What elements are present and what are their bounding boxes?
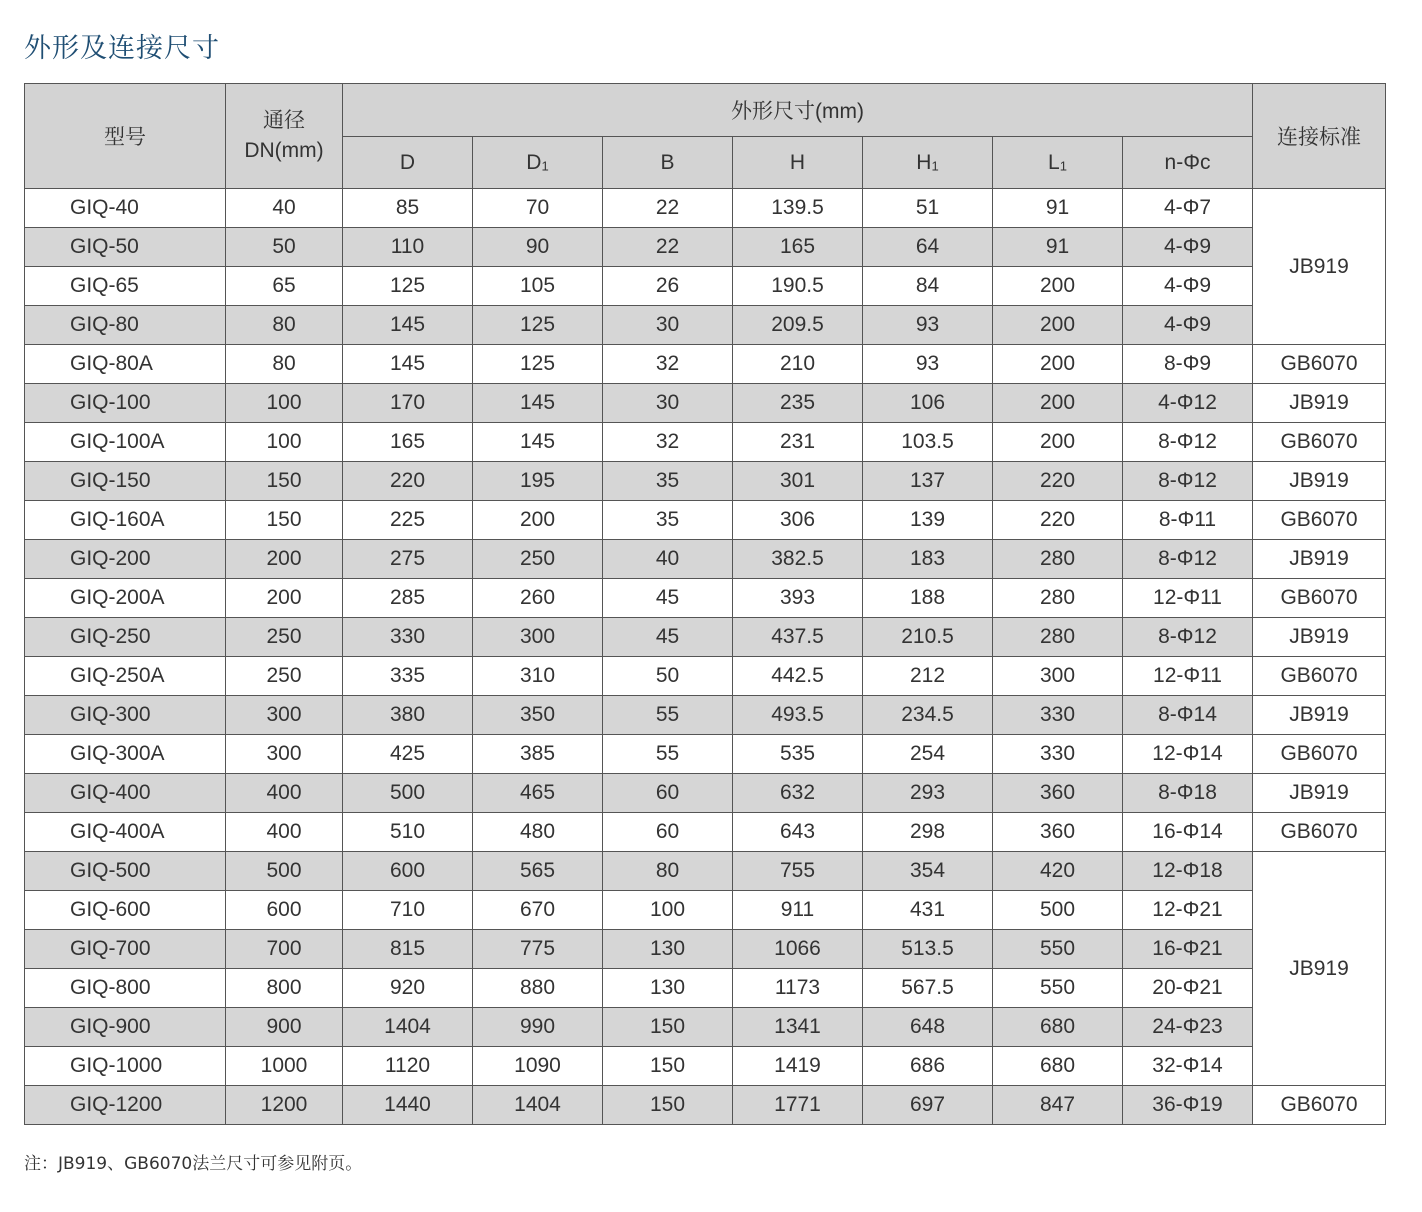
cell-holes: 24-Φ23 [1123,1008,1253,1047]
cell-d: 220 [343,462,473,501]
cell-h: 301 [733,462,863,501]
cell-l1: 300 [993,657,1123,696]
table-row [25,696,1386,735]
header-D1: $D_1$ [473,137,603,189]
cell-h1: 51 [863,189,993,228]
cell-b: 45 [603,579,733,618]
cell-d: 330 [343,618,473,657]
cell-h: 1419 [733,1047,863,1086]
cell-dn: 300 [226,696,343,735]
cell-holes: 12-Φ11 [1123,579,1253,618]
cell-dn: 900 [226,1008,343,1047]
table-row [25,384,1386,423]
cell-d: 285 [343,579,473,618]
header-B: B [603,137,733,189]
cell-holes: 4-Φ12 [1123,384,1253,423]
cell-h1: 354 [863,852,993,891]
cell-model: GIQ-300A [25,735,226,774]
cell-h1: 686 [863,1047,993,1086]
table-row [25,774,1386,813]
cell-b: 35 [603,462,733,501]
cell-b: 22 [603,228,733,267]
cell-dn: 400 [226,813,343,852]
cell-h1: 137 [863,462,993,501]
cell-h: 1066 [733,930,863,969]
cell-h1: 84 [863,267,993,306]
dimensions-table [24,83,1386,1125]
footnote: 注：JB919、GB6070法兰尺寸可参见附页。 [24,1154,363,1174]
cell-h: 165 [733,228,863,267]
cell-dn: 40 [226,189,343,228]
cell-b: 55 [603,735,733,774]
cell-d: 335 [343,657,473,696]
header-bore-line2: DN(mm) [244,139,324,162]
cell-d1: 775 [473,930,603,969]
cell-standard: GB6070 [1253,579,1386,618]
cell-dn: 400 [226,774,343,813]
cell-dn: 250 [226,657,343,696]
cell-l1: 550 [993,969,1123,1008]
cell-standard: GB6070 [1253,813,1386,852]
cell-d: 1440 [343,1086,473,1125]
cell-b: 100 [603,891,733,930]
table-row [25,306,1386,345]
cell-h: 1341 [733,1008,863,1047]
cell-dn: 80 [226,306,343,345]
table-row [25,891,1386,930]
cell-holes: 8-Φ12 [1123,423,1253,462]
cell-l1: 330 [993,735,1123,774]
cell-d: 1404 [343,1008,473,1047]
cell-h1: 103.5 [863,423,993,462]
cell-model: GIQ-65 [25,267,226,306]
cell-h1: 567.5 [863,969,993,1008]
cell-d1: 195 [473,462,603,501]
cell-d: 425 [343,735,473,774]
cell-h1: 293 [863,774,993,813]
cell-h: 535 [733,735,863,774]
cell-l1: 280 [993,618,1123,657]
cell-h1: 298 [863,813,993,852]
cell-model: GIQ-200 [25,540,226,579]
table-row [25,501,1386,540]
header-H: H [733,137,863,189]
cell-model: GIQ-40 [25,189,226,228]
table-row [25,930,1386,969]
cell-b: 22 [603,189,733,228]
cell-h1: 234.5 [863,696,993,735]
table-row [25,579,1386,618]
cell-dn: 1200 [226,1086,343,1125]
cell-holes: 4-Φ7 [1123,189,1253,228]
cell-model: GIQ-80 [25,306,226,345]
cell-standard: GB6070 [1253,735,1386,774]
table-row [25,1008,1386,1047]
cell-h1: 513.5 [863,930,993,969]
cell-d: 920 [343,969,473,1008]
cell-h: 190.5 [733,267,863,306]
cell-l1: 360 [993,774,1123,813]
cell-l1: 680 [993,1008,1123,1047]
cell-h: 442.5 [733,657,863,696]
cell-standard: GB6070 [1253,423,1386,462]
cell-h1: 139 [863,501,993,540]
cell-model: GIQ-800 [25,969,226,1008]
cell-model: GIQ-600 [25,891,226,930]
cell-holes: 16-Φ21 [1123,930,1253,969]
cell-d: 125 [343,267,473,306]
cell-d1: 300 [473,618,603,657]
cell-l1: 220 [993,462,1123,501]
cell-h: 632 [733,774,863,813]
cell-d: 600 [343,852,473,891]
cell-dn: 150 [226,462,343,501]
cell-model: GIQ-300 [25,696,226,735]
cell-b: 150 [603,1047,733,1086]
table-row [25,852,1386,891]
cell-l1: 200 [993,267,1123,306]
cell-standard: JB919 [1253,462,1386,501]
cell-holes: 12-Φ11 [1123,657,1253,696]
cell-d1: 670 [473,891,603,930]
cell-l1: 200 [993,345,1123,384]
cell-d: 145 [343,345,473,384]
cell-holes: 8-Φ12 [1123,462,1253,501]
cell-h: 1771 [733,1086,863,1125]
cell-b: 35 [603,501,733,540]
cell-d: 710 [343,891,473,930]
table-row [25,423,1386,462]
table-row [25,657,1386,696]
cell-l1: 500 [993,891,1123,930]
cell-standard: GB6070 [1253,657,1386,696]
cell-h: 911 [733,891,863,930]
cell-h: 235 [733,384,863,423]
cell-dn: 250 [226,618,343,657]
cell-standard: JB919 [1253,696,1386,735]
cell-model: GIQ-100 [25,384,226,423]
header-bore [226,84,343,189]
cell-standard: JB919 [1253,852,1386,1086]
cell-holes: 8-Φ11 [1123,501,1253,540]
cell-model: GIQ-200A [25,579,226,618]
cell-holes: 8-Φ12 [1123,540,1253,579]
cell-d1: 125 [473,306,603,345]
cell-b: 55 [603,696,733,735]
cell-model: GIQ-700 [25,930,226,969]
cell-model: GIQ-1200 [25,1086,226,1125]
cell-l1: 550 [993,930,1123,969]
cell-model: GIQ-400A [25,813,226,852]
page-title: 外形及连接尺寸 [24,33,220,64]
cell-standard: JB919 [1253,189,1386,345]
cell-h1: 106 [863,384,993,423]
cell-d1: 880 [473,969,603,1008]
cell-standard: JB919 [1253,384,1386,423]
cell-d1: 70 [473,189,603,228]
cell-model: GIQ-1000 [25,1047,226,1086]
cell-dn: 700 [226,930,343,969]
cell-b: 40 [603,540,733,579]
cell-d1: 90 [473,228,603,267]
cell-model: GIQ-80A [25,345,226,384]
cell-d: 510 [343,813,473,852]
cell-dn: 500 [226,852,343,891]
cell-h1: 648 [863,1008,993,1047]
cell-h: 210 [733,345,863,384]
cell-b: 150 [603,1008,733,1047]
cell-holes: 12-Φ18 [1123,852,1253,891]
cell-h1: 64 [863,228,993,267]
cell-holes: 20-Φ21 [1123,969,1253,1008]
cell-h1: 188 [863,579,993,618]
cell-l1: 680 [993,1047,1123,1086]
table-row [25,189,1386,228]
cell-h: 209.5 [733,306,863,345]
table-row [25,813,1386,852]
cell-l1: 200 [993,384,1123,423]
cell-d1: 1090 [473,1047,603,1086]
cell-model: GIQ-50 [25,228,226,267]
cell-dn: 800 [226,969,343,1008]
table-row [25,618,1386,657]
cell-d1: 105 [473,267,603,306]
cell-l1: 330 [993,696,1123,735]
cell-h1: 697 [863,1086,993,1125]
cell-dn: 65 [226,267,343,306]
cell-b: 60 [603,774,733,813]
cell-holes: 12-Φ21 [1123,891,1253,930]
table-row [25,1086,1386,1125]
cell-dn: 100 [226,384,343,423]
table-row [25,267,1386,306]
cell-h1: 183 [863,540,993,579]
header-standard: 连接标准 [1253,84,1386,189]
cell-model: GIQ-500 [25,852,226,891]
cell-d1: 260 [473,579,603,618]
cell-l1: 280 [993,540,1123,579]
cell-h1: 93 [863,306,993,345]
cell-b: 45 [603,618,733,657]
cell-b: 130 [603,969,733,1008]
table-row [25,228,1386,267]
cell-d1: 145 [473,423,603,462]
cell-standard: GB6070 [1253,345,1386,384]
header-dimensions-group: 外形尺寸(mm) [343,84,1253,137]
cell-holes: 12-Φ14 [1123,735,1253,774]
cell-h: 139.5 [733,189,863,228]
cell-holes: 4-Φ9 [1123,267,1253,306]
cell-l1: 360 [993,813,1123,852]
cell-b: 32 [603,345,733,384]
table-row [25,1047,1386,1086]
cell-dn: 1000 [226,1047,343,1086]
cell-b: 60 [603,813,733,852]
cell-h: 493.5 [733,696,863,735]
cell-d1: 350 [473,696,603,735]
cell-l1: 200 [993,306,1123,345]
cell-l1: 280 [993,579,1123,618]
cell-d1: 565 [473,852,603,891]
table-row [25,462,1386,501]
cell-d: 1120 [343,1047,473,1086]
header-H1: $H_1$ [863,137,993,189]
cell-dn: 200 [226,579,343,618]
cell-standard: GB6070 [1253,1086,1386,1125]
cell-h: 306 [733,501,863,540]
cell-h: 393 [733,579,863,618]
cell-b: 30 [603,306,733,345]
cell-h: 1173 [733,969,863,1008]
cell-holes: 8-Φ18 [1123,774,1253,813]
cell-d: 165 [343,423,473,462]
table-row [25,969,1386,1008]
cell-dn: 50 [226,228,343,267]
cell-standard: JB919 [1253,540,1386,579]
cell-h1: 210.5 [863,618,993,657]
cell-h: 437.5 [733,618,863,657]
cell-b: 32 [603,423,733,462]
cell-l1: 220 [993,501,1123,540]
cell-model: GIQ-100A [25,423,226,462]
cell-holes: 16-Φ14 [1123,813,1253,852]
cell-d: 145 [343,306,473,345]
header-model: 型号 [25,84,226,189]
cell-dn: 200 [226,540,343,579]
cell-b: 80 [603,852,733,891]
cell-d1: 125 [473,345,603,384]
cell-d1: 200 [473,501,603,540]
cell-model: GIQ-250 [25,618,226,657]
cell-h: 755 [733,852,863,891]
cell-standard: GB6070 [1253,501,1386,540]
table-header [25,84,1386,189]
cell-d1: 480 [473,813,603,852]
cell-dn: 100 [226,423,343,462]
cell-dn: 600 [226,891,343,930]
cell-h: 382.5 [733,540,863,579]
cell-dn: 300 [226,735,343,774]
cell-b: 30 [603,384,733,423]
cell-d: 170 [343,384,473,423]
cell-holes: 8-Φ12 [1123,618,1253,657]
cell-holes: 32-Φ14 [1123,1047,1253,1086]
cell-h1: 212 [863,657,993,696]
cell-d: 225 [343,501,473,540]
cell-l1: 91 [993,189,1123,228]
cell-d: 815 [343,930,473,969]
cell-holes: 4-Φ9 [1123,228,1253,267]
cell-d1: 310 [473,657,603,696]
cell-h1: 254 [863,735,993,774]
cell-dn: 80 [226,345,343,384]
cell-d1: 1404 [473,1086,603,1125]
cell-l1: 200 [993,423,1123,462]
cell-standard: JB919 [1253,774,1386,813]
cell-holes: 8-Φ14 [1123,696,1253,735]
cell-d1: 250 [473,540,603,579]
header-holes: n-Φc [1123,137,1253,189]
header-bore-line1: 通径 [263,108,305,132]
cell-model: GIQ-400 [25,774,226,813]
cell-d: 380 [343,696,473,735]
cell-h1: 93 [863,345,993,384]
cell-d: 110 [343,228,473,267]
cell-holes: 8-Φ9 [1123,345,1253,384]
table-row [25,345,1386,384]
cell-d1: 990 [473,1008,603,1047]
cell-standard: JB919 [1253,618,1386,657]
cell-b: 26 [603,267,733,306]
cell-model: GIQ-250A [25,657,226,696]
cell-model: GIQ-150 [25,462,226,501]
cell-l1: 420 [993,852,1123,891]
cell-b: 150 [603,1086,733,1125]
table-row [25,540,1386,579]
cell-model: GIQ-160A [25,501,226,540]
header-L1: $L_1$ [993,137,1123,189]
cell-holes: 36-Φ19 [1123,1086,1253,1125]
cell-h: 231 [733,423,863,462]
cell-h: 643 [733,813,863,852]
cell-b: 50 [603,657,733,696]
cell-d: 275 [343,540,473,579]
table-row [25,735,1386,774]
table-body [25,189,1386,1125]
cell-d: 500 [343,774,473,813]
cell-b: 130 [603,930,733,969]
cell-h1: 431 [863,891,993,930]
cell-l1: 847 [993,1086,1123,1125]
cell-holes: 4-Φ9 [1123,306,1253,345]
cell-l1: 91 [993,228,1123,267]
cell-d: 85 [343,189,473,228]
cell-d1: 145 [473,384,603,423]
header-D: D [343,137,473,189]
cell-d1: 385 [473,735,603,774]
cell-dn: 150 [226,501,343,540]
cell-d1: 465 [473,774,603,813]
cell-model: GIQ-900 [25,1008,226,1047]
